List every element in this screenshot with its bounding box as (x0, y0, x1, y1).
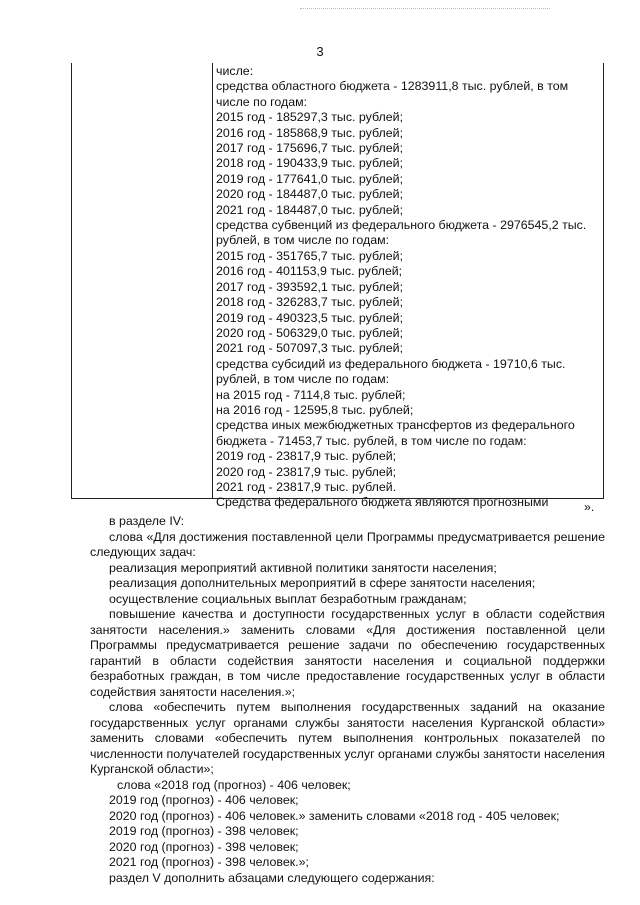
table-cell-line: на 2016 год - 12595,8 тыс. рублей; (216, 402, 414, 417)
table-cell-line: рублей, в том числе по годам: (216, 233, 390, 248)
paragraph-words-2018: слова «2018 год (прогноз) - 406 человек; (117, 777, 351, 792)
table-cell-line: 2017 год - 393592,1 тыс. рублей; (216, 279, 404, 294)
table-cell-line: 2019 год - 23817,9 тыс. рублей; (216, 449, 397, 464)
table-cell-line: бюджета - 71453,7 тыс. рублей, в том числе по годам: (216, 433, 527, 448)
table-cell-line: средства субвенций из федерального бюджета - 2976545,2 тыс. (216, 218, 587, 233)
paragraph-task-2: реализация дополнительных мероприятий в сфере занятости населения; (109, 576, 536, 590)
amendment-text (90, 514, 605, 886)
page-number: 3 (316, 44, 324, 59)
funding-table (71, 63, 604, 510)
table-cell-line: 2021 год - 507097,3 тыс. рублей; (216, 341, 404, 356)
paragraph-2020-forecast-replace: 2020 год (прогноз) - 406 человек.» заменить словами «2018 год - 405 человек; (109, 808, 560, 823)
table-cell-line: 2015 год - 351765,7 тыс. рублей; (216, 248, 404, 263)
paragraph-2019-forecast-new: 2019 год (прогноз) - 398 человек; (109, 824, 299, 838)
table-cell-line: 2020 год - 184487,0 тыс. рублей; (216, 187, 404, 202)
table-cell-line: 2019 год - 490323,5 тыс. рублей; (216, 310, 404, 325)
paragraph-task-3: осуществление социальных выплат безработным гражданам; (109, 591, 467, 606)
table-cell-line: на 2015 год - 7114,8 тыс. рублей; (216, 387, 406, 402)
table-cell-line: числе по годам: (216, 94, 308, 109)
table-cell-line: 2021 год - 184487,0 тыс. рублей; (216, 202, 404, 217)
paragraph-section-iv: в разделе IV: (109, 514, 185, 528)
paragraph-words-state-tasks: слова «обеспечить путем выполнения государственных заданий на оказание государственных услуг органами службы занятости населения Курганской области» заменить словами «обеспечить путем выполнения контрольных показателей по численности получателей государственных услуг органами службы занятости населения Курганской области»; (90, 700, 605, 776)
table-cell-line: 2018 год - 190433,9 тыс. рублей; (216, 156, 404, 171)
table-cell-line: 2019 год - 177641,0 тыс. рублей; (216, 171, 404, 186)
table-cell-line: Средства федерального бюджета являются прогнозными (216, 495, 549, 510)
table-cell-line: 2020 год - 506329,0 тыс. рублей; (216, 325, 404, 340)
table-cell-line: 2016 год - 185868,9 тыс. рублей; (216, 125, 404, 140)
table-cell-line: средства областного бюджета - 1283911,8 тыс. рублей, в том (216, 79, 569, 94)
paragraph-2021-forecast-new: 2021 год (прогноз) - 398 человек.»; (109, 855, 309, 869)
table-cell-line: средства субсидий из федерального бюджета - 19710,6 тыс. (216, 356, 566, 371)
table-cell-line: 2018 год - 326283,7 тыс. рублей; (216, 295, 404, 310)
table-column-divider (212, 63, 213, 498)
paragraph-section-v: раздел V дополнить абзацами следующего содержания: (109, 870, 435, 885)
paragraph-task-4-replace: повышение качества и доступности государственных услуг в области содействия занятости населения.» заменить словами «Для достижения поставленной цели Программы предусматривается решение задачи по обеспечению государственных гарантий в области содействия занятости населения и социальной поддержки безработных граждан, в том числе предоставление государственных услуг в области содействия занятости населения.»; (90, 607, 605, 699)
table-cell-line: средства иных межбюджетных трансфертов из федерального (216, 418, 575, 433)
table-cell-funding-text (216, 64, 597, 511)
table-cell-line: 2021 год - 23817,9 тыс. рублей. (216, 479, 397, 494)
table-cell-line: 2015 год - 185297,3 тыс. рублей; (216, 110, 404, 125)
table-cell-line: 2016 год - 401153,9 тыс. рублей; (216, 264, 403, 279)
table-cell-line: рублей, в том числе по годам: (216, 372, 390, 387)
paragraph-2020-forecast-new: 2020 год (прогноз) - 398 человек; (109, 839, 299, 854)
paragraph-words-tasks: слова «Для достижения поставленной цели Программы предусматривается решение следующих задач: (90, 529, 605, 559)
paragraph-2019-forecast: 2019 год (прогноз) - 406 человек; (109, 793, 299, 807)
paragraph-task-1: реализация мероприятий активной политики занятости населения; (109, 560, 497, 575)
table-cell-line: числе: (216, 64, 254, 78)
table-close-quote: ». (584, 500, 595, 514)
table-cell-line: 2020 год - 23817,9 тыс. рублей; (216, 464, 397, 479)
scan-top-edge (300, 8, 550, 9)
table-cell-line: 2017 год - 175696,7 тыс. рублей; (216, 141, 404, 156)
